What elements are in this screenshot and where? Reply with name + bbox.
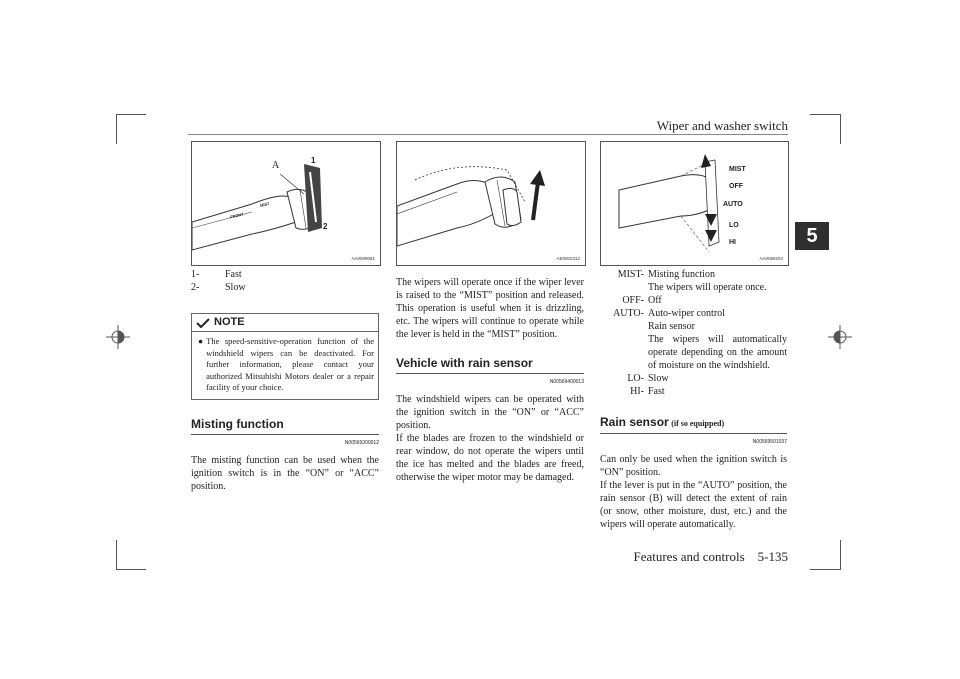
figure-wiper-positions [600, 141, 789, 266]
figure-mist-lever [396, 141, 586, 266]
bullet-icon: ● [198, 336, 204, 346]
lever-label-front: FRONT [229, 211, 245, 220]
paragraph: The wipers will operate once if the wiper lever is raised to the “MIST” position and released. This operation is useful when it is drizzling, etc. The wipers will continue to operate while the lever is held in the “MIST” position. [396, 277, 584, 340]
mist-lever-illustration [397, 142, 585, 265]
section-rule [600, 433, 787, 434]
definition-row: LO- Slow [627, 373, 669, 384]
crop-mark [810, 114, 840, 115]
section-heading: Misting function [191, 416, 284, 431]
crop-mark [116, 114, 117, 144]
note-heading: NOTE [192, 314, 378, 332]
position-label-off: OFF [729, 183, 743, 190]
crop-mark [810, 569, 840, 570]
wiper-lever-illustration [192, 142, 380, 265]
list-item: 1- Fast [191, 269, 242, 280]
callout-1: 1 [311, 156, 316, 165]
chapter-tab: 5 [795, 222, 829, 250]
paragraph: The windshield wipers can be operated with the ignition switch in the “ON” or “ACC” position. [396, 394, 584, 431]
paragraph: The misting function can be used when the ignition switch is in the “ON” or “ACC” position. [191, 454, 379, 492]
figure-code: AA0069081 [351, 256, 375, 261]
column-3 [600, 268, 787, 531]
figure-code: AE0002312 [556, 256, 580, 261]
position-label-mist: MIST [729, 166, 746, 173]
header-rule [188, 134, 788, 135]
registration-mark-right [828, 325, 852, 349]
section-heading: Vehicle with rain sensor [396, 356, 533, 370]
pencil-check-icon [196, 318, 210, 328]
definition-row: AUTO- Auto-wiper control Rain sensor The wipers will automatically operate depending on the amount of moisture on the windshield. [613, 308, 787, 371]
column-1 [191, 268, 379, 493]
paragraph: If the lever is put in the “AUTO” position, the rain sensor (B) will detect the extent of rain (or snow, other moisture, dust, etc.) and the wipers will operate automatically. [600, 480, 787, 530]
wiper-positions-illustration [601, 142, 788, 265]
note-box [191, 313, 379, 400]
section-rule [191, 434, 379, 435]
figure-wiper-speed [191, 141, 381, 266]
crop-mark [840, 540, 841, 570]
crop-mark [116, 569, 146, 570]
lever-label-mist: MIST [259, 200, 271, 209]
section-rule [396, 373, 584, 374]
definition-row: OFF- Off [622, 295, 662, 306]
definition-row: MIST- Misting function The wipers will operate once. [617, 269, 767, 293]
page-footer: Features and controls 5-135 [633, 549, 788, 564]
paragraph: If the blades are frozen to the windshield or rear window, do not operate the wipers until the ice has melted and the blades are freed, otherwise the wiper motor may be damaged. [396, 433, 584, 483]
callout-2: 2 [323, 222, 328, 231]
list-item: 2- Slow [191, 282, 246, 293]
registration-mark-left [106, 325, 130, 349]
section-code: N00569300012 [344, 439, 379, 446]
section-heading: Rain sensor (if so equipped) [600, 415, 725, 429]
position-label-auto: AUTO [723, 201, 743, 208]
crop-mark [840, 114, 841, 144]
paragraph: Can only be used when the ignition switch is “ON” position. [600, 454, 787, 478]
figure-code: AA0068204 [759, 256, 783, 261]
section-code: N00569400013 [549, 379, 584, 385]
crop-mark [116, 540, 117, 570]
position-label-lo: LO [729, 222, 739, 229]
callout-a: A [272, 160, 280, 171]
definition-row: HI- Fast [630, 386, 665, 397]
crop-mark [116, 114, 146, 115]
note-body: ● The speed-sensitive-operation function of the windshield wipers can be deactivated. For further information, please contact your authorized Mitsubishi Motors dealer or a repair facility of your choice. [198, 336, 374, 392]
section-code: N00569501037 [752, 439, 787, 445]
position-label-hi: HI [729, 239, 736, 246]
column-2 [396, 276, 584, 484]
page-header-title: Wiper and washer switch [656, 118, 788, 133]
